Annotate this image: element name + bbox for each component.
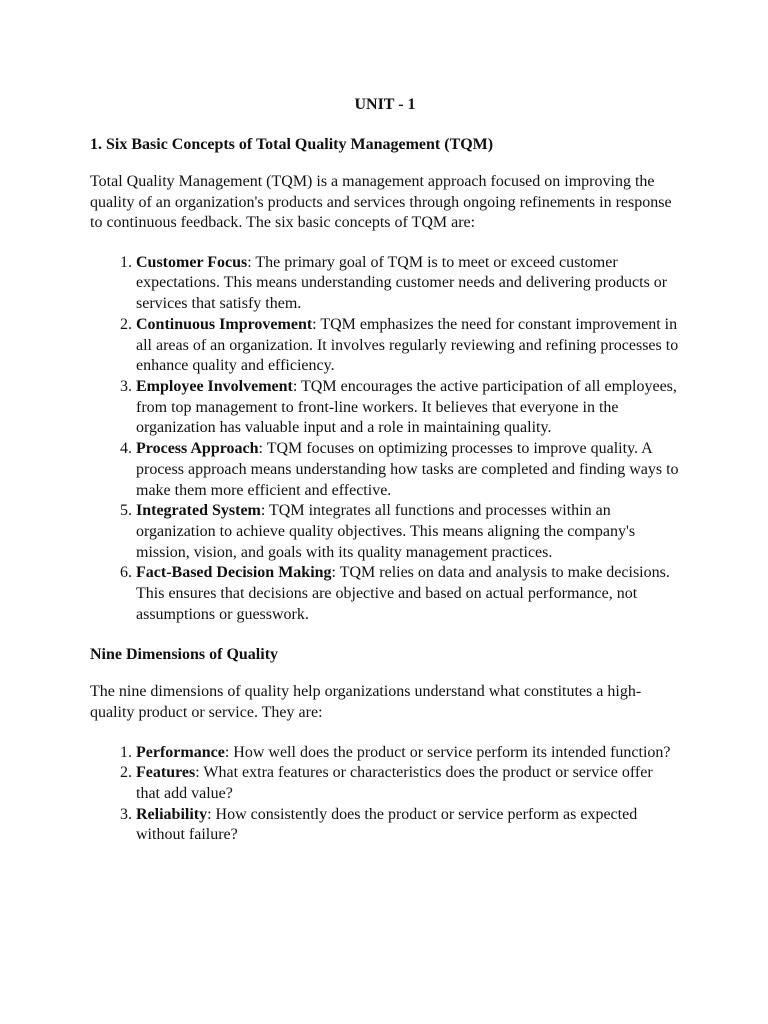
tqm-concepts-list bbox=[90, 253, 680, 626]
list-item bbox=[136, 743, 680, 764]
list-item-term: Customer Focus bbox=[136, 253, 248, 271]
list-item-text: : TQM emphasizes the need for constant improvement in all areas of an organization. It involves regularly reviewing and refining processes to enhance quality and efficiency. bbox=[136, 315, 679, 375]
tqm-intro-paragraph: Total Quality Management (TQM) is a management approach focused on improving the quality of an organization's products and services through ongoing refinements in response to continuous feedback. The six basic concepts of TQM are: bbox=[90, 173, 672, 232]
list-item-text: : TQM relies on data and analysis to make decisions. This ensures that decisions are objective and based on actual performance, not assumptions or guesswork. bbox=[136, 564, 670, 623]
list-item-term: Fact-Based Decision Making bbox=[136, 564, 332, 582]
unit-title: UNIT - 1 bbox=[354, 96, 416, 113]
list-item-term: Continuous Improvement bbox=[136, 315, 313, 333]
list-item-text: : TQM encourages the active participation of all employees, from top management to front-line workers. It believes that everyone in the organization has valuable input and a role in maintaining quality. bbox=[136, 378, 677, 437]
list-item-text: : TQM focuses on optimizing processes to improve quality. A process approach means understanding how tasks are completed and finding ways to make them more efficient and effective. bbox=[136, 440, 679, 499]
list-item-term: Process Approach bbox=[136, 440, 259, 458]
list-item-term: Performance bbox=[136, 743, 225, 761]
list-item-term: Integrated System bbox=[136, 502, 261, 520]
list-item bbox=[136, 501, 680, 563]
list-item-text: : How consistently does the product or service perform as expected without failure? bbox=[136, 805, 638, 844]
list-item bbox=[136, 763, 680, 804]
quality-dimensions-intro-paragraph: The nine dimensions of quality help organizations understand what constitutes a high-quality product or service. They are: bbox=[90, 683, 642, 722]
list-item-term: Employee Involvement bbox=[136, 378, 293, 395]
quality-dimensions-list bbox=[90, 743, 680, 847]
list-item-text: : How well does the product or service perform its intended function? bbox=[224, 743, 671, 761]
list-item bbox=[136, 377, 680, 439]
list-item-term: Reliability bbox=[136, 805, 208, 823]
list-item-term: Features bbox=[136, 764, 196, 782]
section-heading-quality-dimensions: Nine Dimensions of Quality bbox=[90, 646, 279, 664]
list-item bbox=[136, 563, 680, 625]
list-item bbox=[136, 253, 680, 315]
list-item bbox=[136, 315, 680, 377]
section-heading-tqm-concepts: 1. Six Basic Concepts of Total Quality Management (TQM) bbox=[90, 136, 494, 153]
list-item bbox=[136, 439, 680, 501]
document-page bbox=[90, 94, 680, 865]
list-item-text: : The primary goal of TQM is to meet or exceed customer expectations. This means understanding customer needs and delivering products or services that satisfy them. bbox=[136, 253, 668, 313]
list-item-text: : TQM integrates all functions and processes within an organization to achieve quality objectives. This means aligning the company's mission, vision, and goals with its quality management practices. bbox=[136, 502, 636, 561]
list-item bbox=[136, 805, 680, 846]
list-item-text: : What extra features or characteristics does the product or service offer that add value? bbox=[136, 764, 653, 803]
